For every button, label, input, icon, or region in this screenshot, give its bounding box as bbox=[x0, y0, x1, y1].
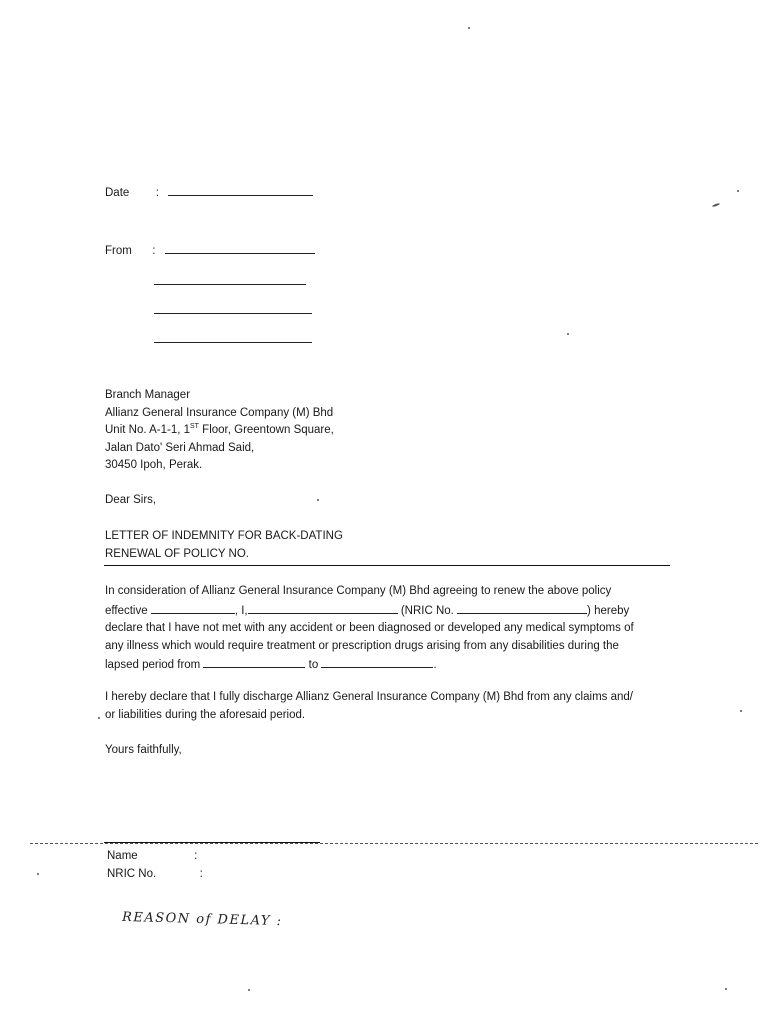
from-blank-line-1[interactable] bbox=[165, 241, 315, 254]
name-label: Name bbox=[107, 850, 138, 862]
closing: Yours faithfully, bbox=[105, 744, 182, 756]
para1-line-4: any illness which would require treatment or prescription drugs arising from any disabilities during the bbox=[105, 639, 619, 652]
para1-end-period: . bbox=[433, 659, 437, 671]
recipient-line-3 bbox=[105, 422, 334, 440]
recipient-address bbox=[105, 387, 334, 475]
nric-separator: : bbox=[199, 868, 203, 880]
date-separator: : bbox=[155, 187, 159, 199]
from-blank-line-3[interactable] bbox=[154, 301, 312, 314]
scan-speck bbox=[317, 499, 319, 501]
scan-speck bbox=[737, 190, 739, 192]
recipient-line-3-sup: ST bbox=[190, 423, 199, 431]
recipient-line-4: Jalan Dato' Seri Ahmad Said, bbox=[105, 441, 255, 454]
scan-speck bbox=[725, 988, 727, 990]
scan-speck bbox=[712, 203, 720, 208]
scan-speck bbox=[468, 27, 470, 29]
scan-speck bbox=[98, 717, 100, 719]
lapsed-from-blank[interactable] bbox=[203, 655, 305, 668]
subject bbox=[105, 528, 343, 563]
date-label: Date bbox=[105, 187, 130, 199]
para2-line-2: or liabilities during the aforesaid period. bbox=[105, 708, 306, 721]
effective-label: effective bbox=[105, 604, 148, 617]
nric-inline-blank[interactable] bbox=[457, 601, 587, 614]
indemnity-paragraph bbox=[105, 583, 671, 675]
lapsed-to-label: to bbox=[308, 659, 319, 671]
from-separator: : bbox=[152, 245, 156, 257]
nric-inline-label: (NRIC No. bbox=[400, 604, 454, 617]
salutation: Dear Sirs, bbox=[105, 494, 157, 506]
recipient-line-3-post: Floor, Greentown Square, bbox=[198, 424, 334, 436]
discharge-paragraph bbox=[105, 689, 671, 724]
subject-line-2: RENEWAL OF POLICY NO. bbox=[105, 547, 249, 560]
para1-line-2 bbox=[105, 601, 671, 621]
name-separator: : bbox=[194, 850, 198, 862]
lapsed-from-label: lapsed period from bbox=[105, 659, 201, 671]
nric-field bbox=[107, 866, 203, 884]
para1-line-1: In consideration of Allianz General Insurance Company (M) Bhd agreeing to renew the above policy bbox=[105, 585, 612, 597]
recipient-line-3-pre: Unit No. A-1-1, 1 bbox=[105, 424, 191, 436]
name-field bbox=[107, 848, 197, 866]
hereby-text: ) hereby bbox=[587, 604, 630, 617]
nric-label: NRIC No. bbox=[107, 868, 157, 880]
recipient-line-5: 30450 Ipoh, Perak. bbox=[105, 459, 203, 471]
declarant-label: , I, bbox=[234, 604, 248, 617]
scan-speck bbox=[248, 989, 250, 991]
from-field bbox=[105, 241, 315, 261]
recipient-line-1: Branch Manager bbox=[105, 389, 191, 401]
scan-speck bbox=[740, 710, 742, 712]
date-blank[interactable] bbox=[168, 183, 313, 196]
declarant-name-blank[interactable] bbox=[248, 601, 398, 614]
scan-speck bbox=[37, 873, 39, 875]
subject-underline bbox=[104, 565, 670, 566]
para1-line-3: declare that I have not met with any accident or been diagnosed or developed any medical symptoms of bbox=[105, 622, 634, 634]
lapsed-to-blank[interactable] bbox=[321, 655, 433, 668]
signature-dashed-line bbox=[30, 843, 758, 844]
effective-date-blank[interactable] bbox=[151, 601, 235, 614]
recipient-line-2: Allianz General Insurance Company (M) Bhd bbox=[105, 406, 334, 419]
subject-line-1: LETTER OF INDEMNITY FOR BACK-DATING bbox=[105, 530, 343, 542]
handwritten-reason-of-delay: REASON of DELAY : bbox=[121, 909, 283, 930]
signature-line[interactable] bbox=[104, 842, 320, 843]
date-field bbox=[105, 183, 313, 203]
para1-line-5 bbox=[105, 655, 671, 675]
from-label: From bbox=[105, 245, 132, 257]
scan-speck bbox=[567, 333, 569, 335]
para2-line-1: I hereby declare that I fully discharge Allianz General Insurance Company (M) Bhd from any claims and/ bbox=[105, 691, 633, 703]
from-blank-line-2[interactable] bbox=[154, 272, 306, 285]
from-blank-line-4[interactable] bbox=[154, 330, 312, 343]
